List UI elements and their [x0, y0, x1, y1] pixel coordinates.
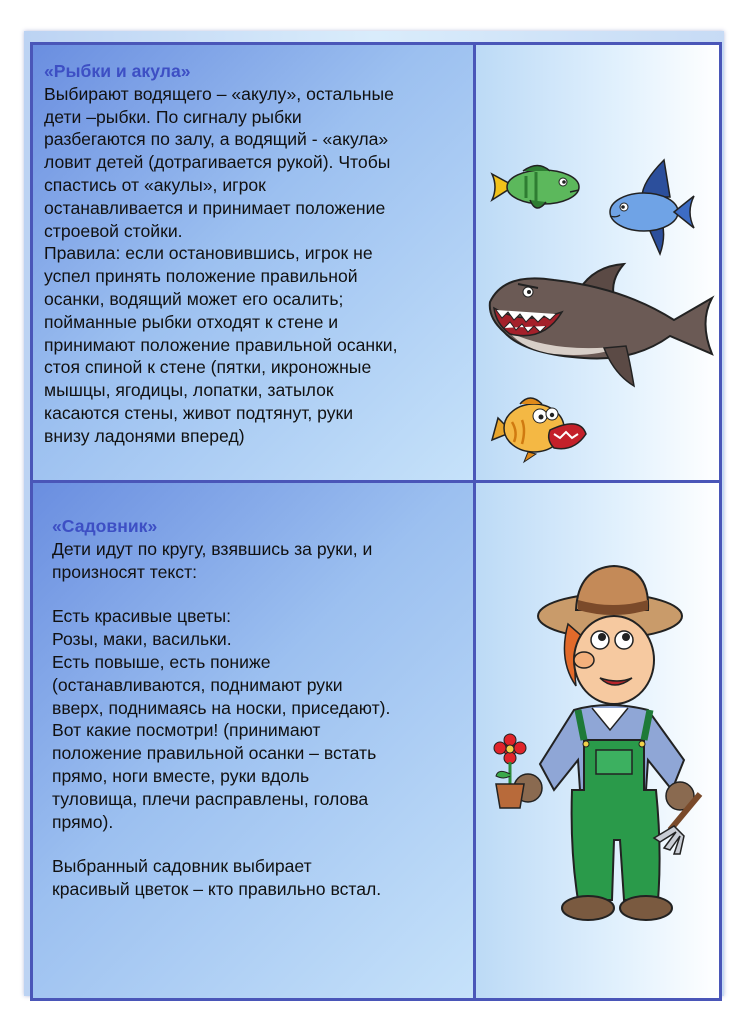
- text-line: Выбранный садовник выбирает: [52, 856, 312, 877]
- text-line: вверх, поднимаясь на носки, приседают).: [52, 697, 391, 718]
- text-line: прямо, ноги вместе, руки вдоль: [52, 765, 310, 786]
- gardener-text: [52, 515, 462, 901]
- text-line: Дети идут по кругу, взявшись за руки, и: [52, 538, 373, 559]
- garden-fork-icon: [650, 790, 710, 860]
- text-line: касаются стены, живот подтянут, руки: [44, 402, 354, 423]
- gardener-title: «Садовник»: [52, 516, 158, 536]
- text-line: останавливается и принимает положение: [44, 197, 386, 218]
- text-line: Есть красивые цветы:: [52, 606, 232, 627]
- text-line: (останавливаются, поднимают руки: [52, 674, 343, 695]
- text-line: Есть повыше, есть пониже: [52, 651, 271, 672]
- text-line: пойманные рыбки отходят к стене и: [44, 311, 339, 332]
- text-line: прямо).: [52, 811, 114, 832]
- shark-icon: [484, 262, 719, 392]
- green-fish-icon: [488, 160, 588, 220]
- text-line: спастись от «акулы», игрок: [44, 174, 266, 195]
- fish-shark-text: [44, 60, 464, 448]
- text-line: произносят текст:: [52, 561, 198, 582]
- text-line: осанки, водящий может его осалить;: [44, 288, 344, 309]
- text-line: принимают положение правильной осанки,: [44, 334, 398, 355]
- text-line: Правила: если остановившись, игрок не: [44, 243, 373, 264]
- text-line: туловища, плечи расправлены, голова: [52, 788, 369, 809]
- text-line: мышцы, ягодицы, лопатки, затылок: [44, 380, 334, 401]
- text-line: внизу ладонями вперед): [44, 425, 245, 446]
- blue-fish-icon: [602, 152, 697, 262]
- text-line: Розы, маки, васильки.: [52, 629, 232, 650]
- text-line: успел принять положение правильной: [44, 266, 358, 287]
- text-line: Выбирают водящего – «акулу», остальные: [44, 83, 394, 104]
- scared-fish-icon: [490, 392, 590, 464]
- text-line: положение правильной осанки – встать: [52, 743, 377, 764]
- text-line: разбегаются по залу, а водящий - «акула»: [44, 129, 389, 150]
- text-line: ловит детей (дотрагивается рукой). Чтобы: [44, 152, 391, 173]
- text-line: дети –рыбки. По сигналу рыбки: [44, 106, 302, 127]
- text-line: стоя спиной к стене (пятки, икроножные: [44, 357, 372, 378]
- text-line: красивый цветок – кто правильно встал.: [52, 879, 382, 900]
- fish-shark-title: «Рыбки и акула»: [44, 61, 191, 81]
- flower-pot-icon: [490, 736, 538, 810]
- text-line: Вот какие посмотри! (принимают: [52, 720, 321, 741]
- text-line: строевой стойки.: [44, 220, 183, 241]
